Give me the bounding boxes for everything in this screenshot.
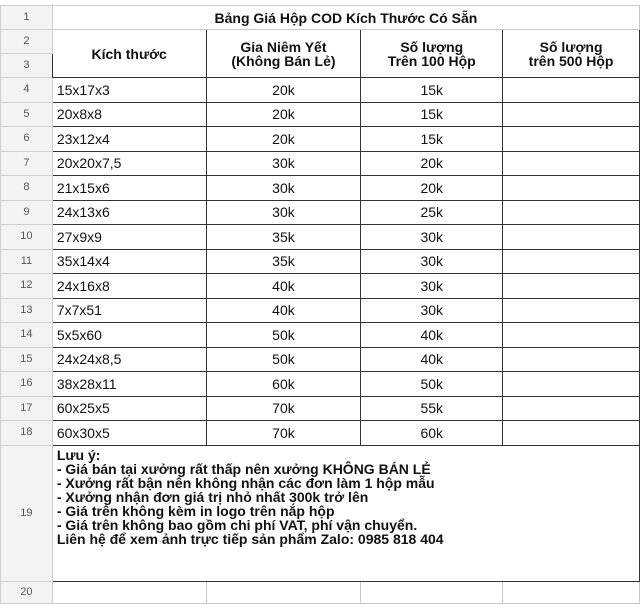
- note-line-3: - Xưởng rất bận nên không nhận các đơn làm 1 hộp mẫu: [56, 474, 435, 491]
- cell-size[interactable]: 7x7x51: [52, 298, 206, 323]
- sheet-row-20: [1, 581, 640, 603]
- row-header[interactable]: 5: [1, 102, 53, 127]
- cell-qty-500[interactable]: [503, 127, 640, 152]
- row-header[interactable]: 6: [1, 127, 53, 152]
- cell-qty-100[interactable]: 15k: [361, 102, 503, 127]
- cell-size[interactable]: 5x5x60: [52, 323, 206, 348]
- header-list-price-line1: Gia Niêm Yết: [240, 38, 327, 55]
- cell-qty-100[interactable]: 15k: [361, 78, 503, 103]
- cell-qty-100[interactable]: 50k: [361, 372, 503, 397]
- sheet-row-2: [1, 30, 640, 54]
- cell-size[interactable]: 24x13x6: [52, 200, 206, 225]
- cell-qty-500[interactable]: [503, 347, 640, 372]
- cell-list-price[interactable]: 50k: [206, 323, 361, 348]
- row-header[interactable]: 14: [1, 323, 53, 348]
- cell-size[interactable]: 20x8x8: [52, 102, 206, 127]
- row-header[interactable]: 15: [1, 347, 53, 372]
- cell-size[interactable]: 60x30x5: [52, 421, 206, 446]
- cell-qty-100[interactable]: 20k: [361, 151, 503, 176]
- cell-qty-100[interactable]: 40k: [361, 347, 503, 372]
- header-qty-100[interactable]: [361, 30, 503, 78]
- cell-qty-100[interactable]: 40k: [361, 323, 503, 348]
- cell-size[interactable]: 24x16x8: [52, 274, 206, 299]
- table-row: [1, 396, 640, 421]
- table-row: [1, 78, 640, 103]
- table-row: [1, 421, 640, 446]
- cell-qty-500[interactable]: [503, 102, 640, 127]
- table-row: [1, 225, 640, 250]
- header-size[interactable]: Kích thước: [52, 30, 206, 78]
- cell-list-price[interactable]: 40k: [206, 298, 361, 323]
- cell-qty-100[interactable]: 15k: [361, 127, 503, 152]
- cell-list-price[interactable]: 30k: [206, 176, 361, 201]
- note-line-5: - Giá trên không kèm in logo trên nắp hộp: [56, 502, 335, 519]
- table-row: [1, 127, 640, 152]
- row-header[interactable]: 4: [1, 78, 53, 103]
- note-line-4: - Xưởng nhận đơn giá trị nhỏ nhất 300k trở lên: [56, 488, 369, 505]
- row-header-19[interactable]: 19: [1, 445, 53, 581]
- cell-list-price[interactable]: 35k: [206, 249, 361, 274]
- cell-size[interactable]: 21x15x6: [52, 176, 206, 201]
- row-header-20[interactable]: 20: [1, 581, 53, 603]
- header-qty-500-line2: trên 500 Hộp: [528, 52, 614, 69]
- cell-empty[interactable]: [503, 581, 640, 603]
- cell-list-price[interactable]: 20k: [206, 102, 361, 127]
- row-header[interactable]: 13: [1, 298, 53, 323]
- table-row: [1, 249, 640, 274]
- cell-size[interactable]: 20x20x7,5: [52, 151, 206, 176]
- cell-list-price[interactable]: 30k: [206, 151, 361, 176]
- cell-qty-500[interactable]: [503, 396, 640, 421]
- cell-qty-100[interactable]: 60k: [361, 421, 503, 446]
- header-qty-500[interactable]: [503, 30, 640, 78]
- note-line-2: - Giá bán tại xưởng rất thấp nên xưởng KHÔNG BÁN LẺ: [56, 460, 431, 477]
- table-row: [1, 372, 640, 397]
- cell-empty[interactable]: [361, 581, 503, 603]
- row-header-3[interactable]: 3: [1, 54, 53, 78]
- header-qty-100-line1: Số lượng: [400, 38, 464, 55]
- cell-list-price[interactable]: 30k: [206, 200, 361, 225]
- row-header-1[interactable]: 1: [1, 6, 53, 30]
- cell-qty-100[interactable]: 30k: [361, 249, 503, 274]
- cell-size[interactable]: 38x28x11: [52, 372, 206, 397]
- cell-qty-500[interactable]: [503, 225, 640, 250]
- table-row: [1, 102, 640, 127]
- cell-size[interactable]: 23x12x4: [52, 127, 206, 152]
- sheet-row-1: [1, 6, 640, 30]
- notes-cell[interactable]: [52, 445, 639, 581]
- header-qty-100-line2: Trên 100 Hộp: [387, 52, 476, 69]
- cell-list-price[interactable]: 20k: [206, 127, 361, 152]
- cell-list-price[interactable]: 70k: [206, 396, 361, 421]
- cell-size[interactable]: 35x14x4: [52, 249, 206, 274]
- row-header[interactable]: 11: [1, 249, 53, 274]
- sheet-title[interactable]: Bảng Giá Hộp COD Kích Thước Có Sẵn: [52, 6, 639, 30]
- row-header[interactable]: 12: [1, 274, 53, 299]
- table-row: [1, 176, 640, 201]
- cell-qty-500[interactable]: [503, 274, 640, 299]
- cell-empty[interactable]: [206, 581, 361, 603]
- cell-qty-100[interactable]: 30k: [361, 225, 503, 250]
- sheet-row-19: [1, 445, 640, 581]
- cell-qty-500[interactable]: [503, 151, 640, 176]
- cell-qty-500[interactable]: [503, 323, 640, 348]
- cell-list-price[interactable]: 40k: [206, 274, 361, 299]
- cell-list-price[interactable]: 35k: [206, 225, 361, 250]
- cell-qty-500[interactable]: [503, 298, 640, 323]
- note-line-6: - Giá trên không bao gồm chi phí VAT, phí vận chuyển.: [56, 516, 418, 533]
- row-header[interactable]: 10: [1, 225, 53, 250]
- row-header-2[interactable]: 2: [1, 30, 53, 54]
- header-list-price[interactable]: [206, 30, 361, 78]
- table-row: [1, 151, 640, 176]
- row-header[interactable]: 7: [1, 151, 53, 176]
- cell-qty-500[interactable]: [503, 176, 640, 201]
- note-line-7: Liên hệ để xem ảnh trực tiếp sản phẩm Zalo: 0985 818 404: [56, 530, 444, 547]
- row-header[interactable]: 8: [1, 176, 53, 201]
- row-header[interactable]: 17: [1, 396, 53, 421]
- cell-size[interactable]: 27x9x9: [52, 225, 206, 250]
- table-row: [1, 274, 640, 299]
- cell-empty[interactable]: [52, 581, 206, 603]
- cell-list-price[interactable]: 50k: [206, 347, 361, 372]
- cell-qty-100[interactable]: 20k: [361, 176, 503, 201]
- cell-qty-500[interactable]: [503, 372, 640, 397]
- note-line-1: Lưu ý:: [56, 446, 101, 463]
- cell-list-price[interactable]: 60k: [206, 372, 361, 397]
- cell-size[interactable]: 24x24x8,5: [52, 347, 206, 372]
- cell-qty-500[interactable]: [503, 200, 640, 225]
- row-header[interactable]: 9: [1, 200, 53, 225]
- cell-qty-100[interactable]: 30k: [361, 274, 503, 299]
- price-table: [0, 5, 640, 604]
- table-row: [1, 347, 640, 372]
- cell-qty-100[interactable]: 55k: [361, 396, 503, 421]
- table-row: [1, 298, 640, 323]
- header-qty-500-line1: Số lượng: [539, 38, 603, 55]
- cell-qty-500[interactable]: [503, 421, 640, 446]
- cell-qty-500[interactable]: [503, 249, 640, 274]
- row-header[interactable]: 16: [1, 372, 53, 397]
- cell-list-price[interactable]: 70k: [206, 421, 361, 446]
- cell-size[interactable]: 60x25x5: [52, 396, 206, 421]
- cell-list-price[interactable]: 20k: [206, 78, 361, 103]
- cell-qty-100[interactable]: 25k: [361, 200, 503, 225]
- table-row: [1, 323, 640, 348]
- cell-qty-100[interactable]: 30k: [361, 298, 503, 323]
- cell-size[interactable]: 15x17x3: [52, 78, 206, 103]
- header-list-price-line2: (Không Bán Lẻ): [231, 52, 336, 69]
- row-header[interactable]: 18: [1, 421, 53, 446]
- cell-qty-500[interactable]: [503, 78, 640, 103]
- table-row: [1, 200, 640, 225]
